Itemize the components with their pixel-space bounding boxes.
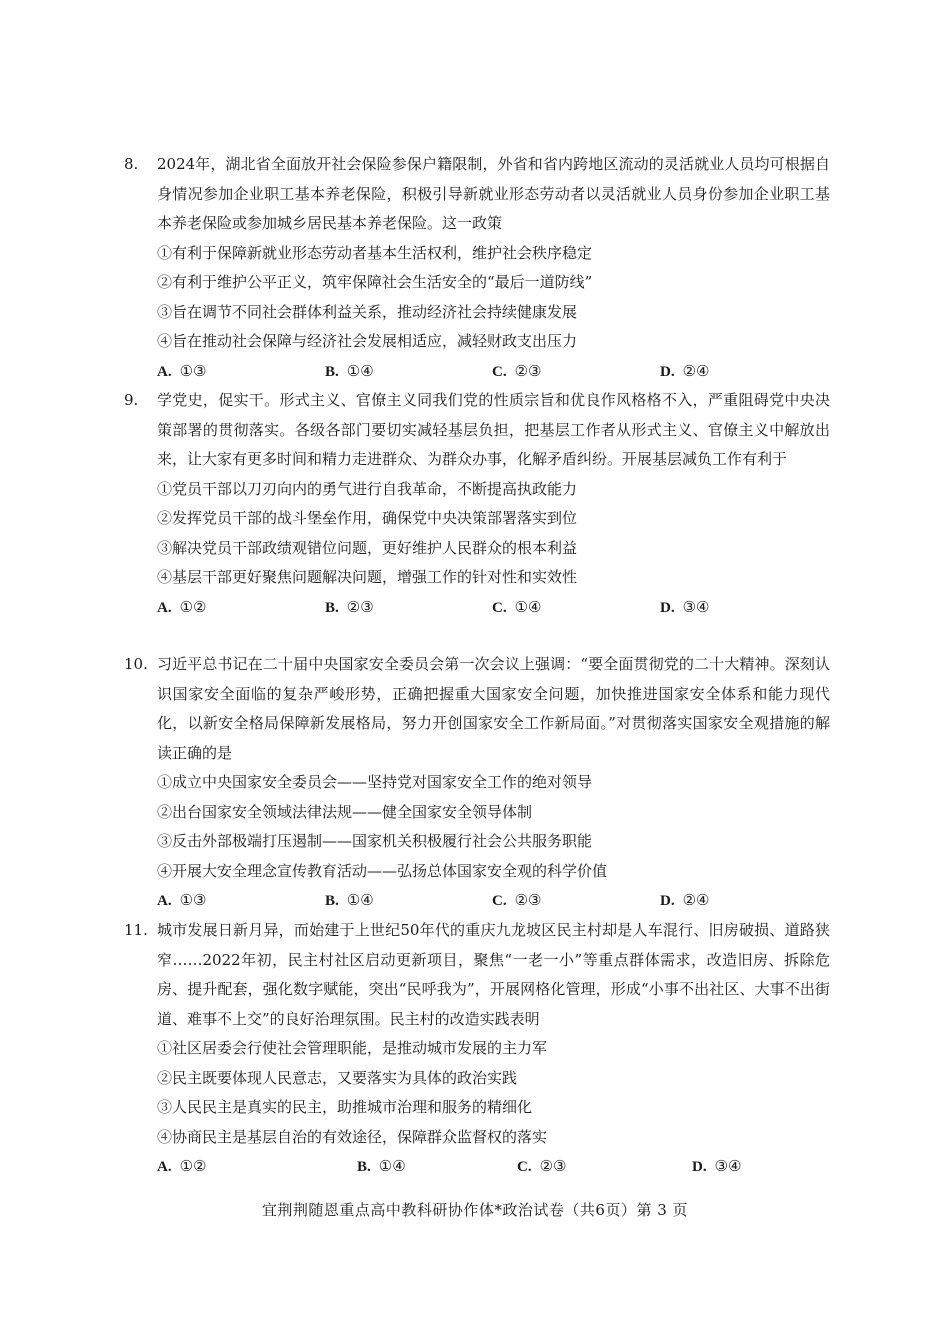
- choice-letter: D.: [660, 893, 675, 909]
- choice-text: ①②: [179, 1157, 207, 1175]
- choice-d: [660, 886, 710, 917]
- question-8: [120, 150, 830, 386]
- page-footer: 宜荆荆随恩重点高中教科研协作体*政治试卷（共6页）第 3 页: [261, 1201, 689, 1219]
- statement-2: ②发挥党员干部的战斗堡垒作用，确保党中央决策部署落实到位: [157, 509, 578, 527]
- statement-3: ③旨在调节不同社会群体利益关系，推动经济社会持续健康发展: [157, 302, 578, 321]
- question-number: 9.: [124, 391, 139, 409]
- question-number: 8.: [124, 155, 139, 173]
- choice-a: [157, 1152, 207, 1183]
- statement-4: ④开展大安全理念宣传教育活动——弘扬总体国家安全观的科学价值: [157, 861, 608, 880]
- choice-d: [660, 593, 710, 624]
- choice-text: ②④: [682, 361, 710, 380]
- statement-1: ①党员干部以刀刃向内的勇气进行自我革命，不断提高执政能力: [157, 479, 578, 498]
- statement-3: ③反击外部极端打压遏制——国家机关积极履行社会公共服务职能: [157, 832, 593, 850]
- choice-text: ①③: [179, 361, 207, 380]
- question-stem: [120, 386, 830, 475]
- choice-letter: A.: [157, 893, 172, 909]
- statement-2: ②有利于维护公平正义，筑牢保障社会生活安全的“最后一道防线”: [157, 273, 593, 291]
- choice-c: [492, 886, 542, 917]
- question-10: [120, 650, 830, 916]
- statement-4: ④基层干部更好聚焦问题解决问题，增强工作的针对性和实效性: [157, 568, 578, 586]
- choice-text: ②③: [539, 1157, 567, 1175]
- choice-text: ②③: [514, 361, 542, 380]
- question-stem: [120, 150, 830, 239]
- choice-b: [325, 886, 374, 917]
- choice-letter: A.: [157, 363, 172, 380]
- choice-b: [357, 1152, 406, 1183]
- statement-3: ③解决党员干部政绩观错位问题，更好维护人民群众的根本利益: [157, 538, 578, 557]
- question-text: 城市发展日新月异，而始建于上世纪50年代的重庆九龙坡区民主村却是人车混行、旧房破损、道路狭窄……2022年初，民主村社区启动更新项目，聚焦“一老一小”等重点群体需求，改造旧房、拆除危房、提升配套，强化数字赋能，突出“民呼我为”，开展网格化管理，形成“小事不出社区、大事不出街道、难事不上交”的良好治理氛围。民主村的改造实践表明: [157, 921, 830, 1028]
- choice-c: [492, 593, 542, 624]
- statement-3: ③人民民主是真实的民主，助推城市治理和服务的精细化: [157, 1098, 533, 1116]
- statement-2: ②民主既要体现人民意志，又要落实为具体的政治实践: [157, 1068, 518, 1087]
- choice-letter: A.: [157, 599, 172, 616]
- statement-4: ④协商民主是基层自治的有效途径，保障群众监督权的落实: [157, 1127, 548, 1146]
- choice-letter: C.: [492, 599, 507, 616]
- answer-choices: [120, 886, 830, 916]
- answer-choices: [120, 593, 830, 623]
- choice-d: [660, 357, 710, 388]
- choice-text: ②③: [346, 597, 374, 616]
- question-11: [120, 916, 830, 1182]
- choice-b: [325, 357, 374, 388]
- answer-choices: [120, 357, 830, 387]
- choice-letter: A.: [157, 1159, 172, 1175]
- choice-letter: B.: [325, 893, 339, 909]
- choice-letter: D.: [692, 1159, 707, 1175]
- statement-4: ④旨在推动社会保障与经济社会发展相适应，减轻财政支出压力: [157, 332, 578, 350]
- choice-text: ①④: [378, 1157, 406, 1175]
- choice-letter: B.: [325, 599, 339, 616]
- choice-text: ①②: [179, 597, 207, 616]
- question-number: 11.: [124, 921, 148, 939]
- choice-a: [157, 593, 207, 624]
- choice-letter: C.: [492, 363, 507, 380]
- question-text: 学党史，促实干。形式主义、官僚主义同我们党的性质宗旨和优良作风格格不入，严重阻碍党中央决策部署的贯彻落实。各级各部门要切实减轻基层负担，把基层工作者从形式主义、官僚主义中解放出来，让大家有更多时间和精力走进群众、为群众办事，化解矛盾纠纷。开展基层减负工作有利于: [157, 391, 830, 468]
- choice-text: ②④: [682, 891, 710, 909]
- choice-letter: C.: [517, 1159, 532, 1175]
- statement-1: ①成立中央国家安全委员会——坚持党对国家安全工作的绝对领导: [157, 773, 593, 791]
- answer-choices: [120, 1152, 830, 1182]
- question-9: [120, 386, 830, 622]
- choice-text: ③④: [682, 597, 710, 616]
- choice-text: ①④: [346, 361, 374, 380]
- choice-a: [157, 886, 207, 917]
- choice-letter: B.: [357, 1159, 371, 1175]
- choice-letter: D.: [660, 599, 675, 616]
- choice-text: ①④: [514, 597, 542, 616]
- choice-c: [492, 357, 542, 388]
- choice-letter: C.: [492, 893, 507, 909]
- choice-letter: D.: [660, 363, 675, 380]
- question-stem: [120, 916, 830, 1034]
- statement-1: ①有利于保障新就业形态劳动者基本生活权利，维护社会秩序稳定: [157, 243, 593, 262]
- choice-text: ①④: [346, 891, 374, 909]
- question-text: 2024年，湖北省全面放开社会保险参保户籍限制，外省和省内跨地区流动的灵活就业人员均可根据自身情况参加企业职工基本养老保险，积极引导新就业形态劳动者以灵活就业人员身份参加企业职工基本养老保险或参加城乡居民基本养老保险。这一政策: [157, 155, 830, 232]
- question-text: 习近平总书记在二十届中央国家安全委员会第一次会议上强调：“要全面贯彻党的二十大精神。深刻认识国家安全面临的复杂严峻形势，正确把握重大国家安全问题，加快推进国家安全体系和能力现代化，以新安全格局保障新发展格局，努力开创国家安全工作新局面。”对贯彻落实国家安全观措施的解读正确的是: [157, 655, 830, 762]
- choice-text: ③④: [714, 1157, 742, 1175]
- question-stem: [120, 650, 830, 768]
- choice-b: [325, 593, 374, 624]
- choice-text: ②③: [514, 891, 542, 909]
- question-number: 10.: [124, 655, 148, 673]
- choice-c: [517, 1152, 567, 1183]
- statement-2: ②出台国家安全领域法律法规——健全国家安全领导体制: [157, 802, 533, 821]
- choice-a: [157, 357, 207, 388]
- choice-text: ①③: [179, 891, 207, 909]
- choice-letter: B.: [325, 363, 339, 380]
- choice-d: [692, 1152, 742, 1183]
- statement-1: ①社区居委会行使社会管理职能，是推动城市发展的主力军: [157, 1039, 548, 1057]
